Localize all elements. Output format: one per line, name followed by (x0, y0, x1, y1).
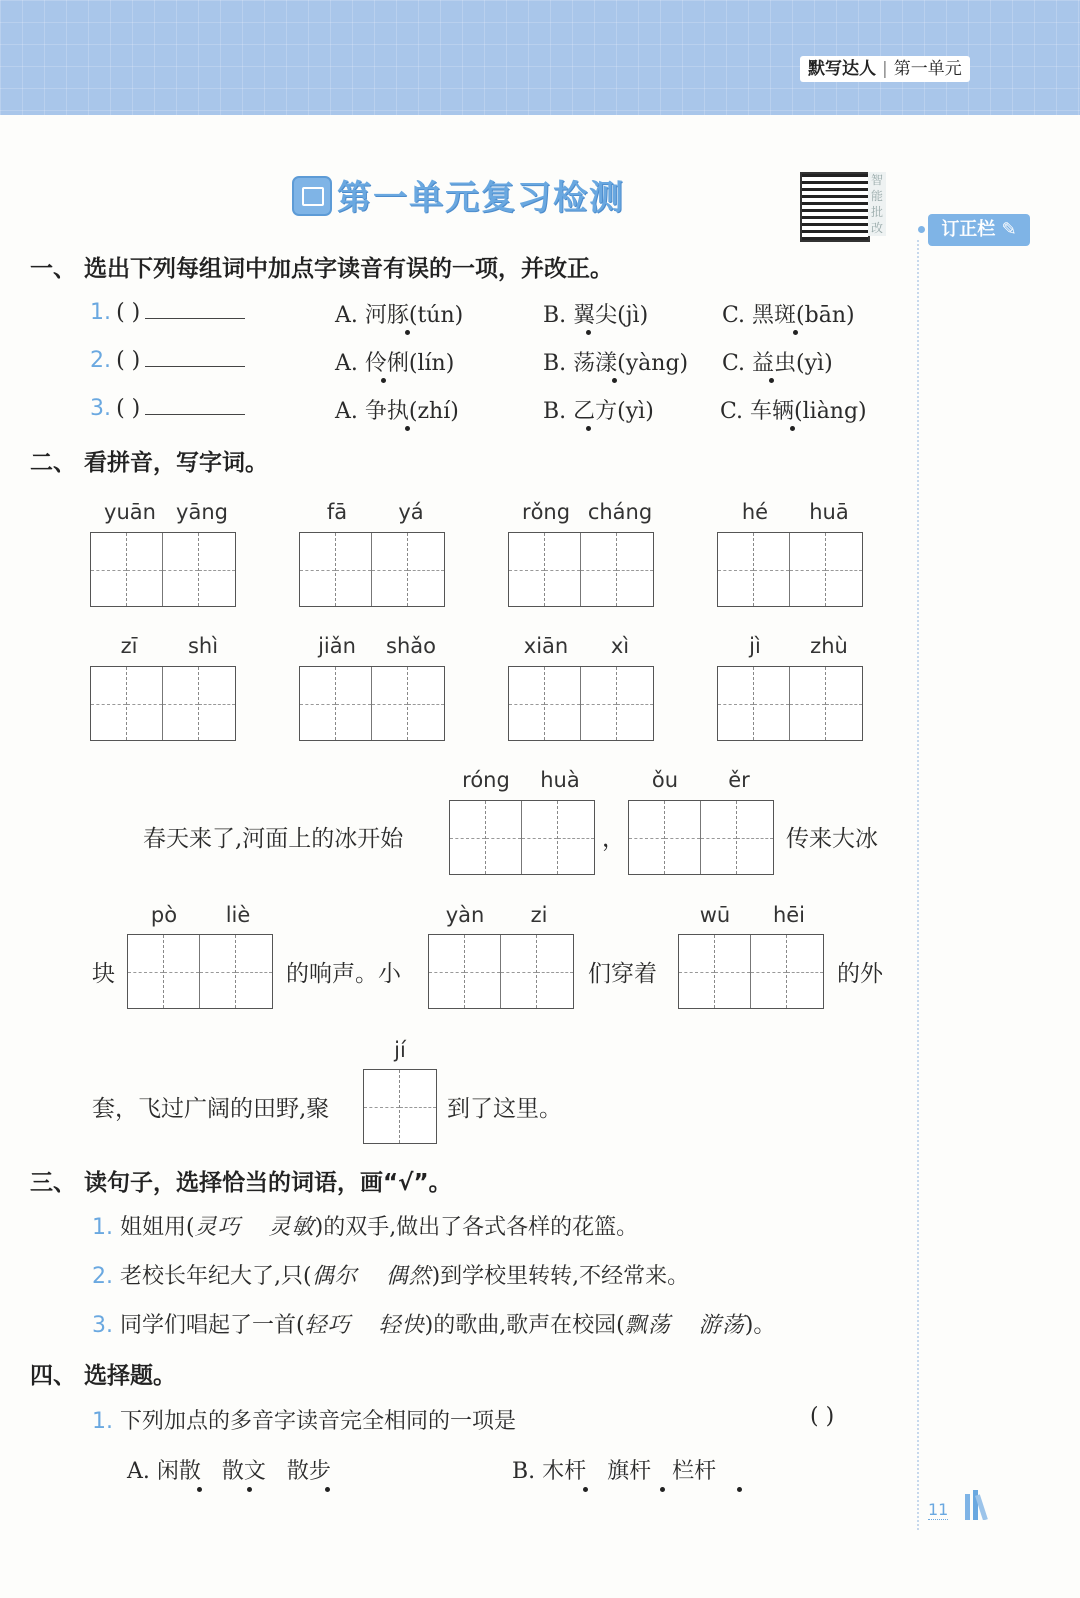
answer-blank[interactable] (145, 298, 245, 319)
title-icon (292, 176, 332, 216)
option-a: A. 争执(zhí) (335, 399, 459, 424)
pinyin: rǒng (521, 500, 571, 524)
passage-text: 春天来了,河面上的冰开始 (143, 826, 404, 852)
emphasis-dot (612, 378, 617, 383)
word-choice[interactable]: 灵敏 (268, 1215, 315, 1240)
writing-grid[interactable] (508, 666, 654, 741)
pinyin: róng (462, 768, 510, 792)
sentence-text: 同学们唱起了一首( (120, 1313, 305, 1338)
emphasis-dot (583, 1487, 588, 1492)
emphasis-dot (247, 1487, 252, 1492)
pinyin: shǎo (386, 634, 436, 658)
emphasis-dot (660, 1487, 665, 1492)
pinyin: shì (187, 634, 219, 658)
passage-text: 块 (92, 961, 115, 987)
word-choice[interactable]: 游荡 (698, 1313, 745, 1338)
option-word: 散文 (221, 1459, 266, 1484)
writing-grid[interactable] (508, 532, 654, 607)
pinyin: yuān (104, 500, 156, 524)
item-number: 2. (90, 348, 111, 373)
writing-grid[interactable] (717, 532, 863, 607)
pinyin: yá (398, 500, 424, 524)
word-choice[interactable]: 偶尔 (311, 1264, 358, 1289)
emphasis-dot (586, 426, 591, 431)
pinyin: huā (809, 500, 849, 524)
pinyin: jì (749, 634, 761, 658)
answer-paren[interactable]: ( ) (810, 1404, 835, 1429)
sentence-text: )到学校里转转,不经常来。 (431, 1264, 690, 1289)
item-number: 2. (92, 1264, 113, 1289)
emphasis-dot (737, 1487, 742, 1492)
option-word: 木杆 (542, 1459, 587, 1484)
page-title: 第一单元复习检测 (337, 178, 625, 218)
pinyin: hēi (772, 903, 806, 927)
writing-grid[interactable] (717, 666, 863, 741)
correction-column-divider (917, 240, 919, 1530)
pinyin: wū (699, 903, 731, 927)
passage-text: 们穿着 (588, 961, 657, 987)
option-label: A. (127, 1459, 150, 1484)
writing-grid[interactable] (428, 934, 574, 1009)
passage-text: 套，飞过广阔的田野,聚 (92, 1096, 330, 1122)
pinyin: hé (741, 500, 769, 524)
word-choice[interactable]: 轻巧 (304, 1313, 351, 1338)
section-1-heading: 一、 选出下列每组词中加点字读音有误的一项，并改正。 (30, 256, 614, 282)
option-b: B. 翼尖(jì) (543, 303, 649, 328)
emphasis-dot (769, 378, 774, 383)
passage-text: 的响声。小 (286, 961, 401, 987)
pinyin: zhù (810, 634, 848, 658)
page-number: 11 (928, 1500, 949, 1519)
section-1-item-1 (90, 298, 245, 325)
option-a: A. 河豚(tún) (335, 303, 464, 328)
qr-caption (868, 172, 886, 236)
pinyin: zi (530, 903, 548, 927)
answer-paren[interactable]: ( ) (116, 348, 141, 373)
item-number: 3. (92, 1313, 113, 1338)
option-a: A. 伶俐(lín) (335, 351, 455, 376)
pinyin: fā (326, 500, 348, 524)
option-c: C. 益虫(yì) (722, 351, 833, 376)
option-b: B. 荡漾(yàng) (543, 351, 689, 376)
answer-blank[interactable] (145, 346, 245, 367)
answer-paren[interactable]: ( ) (116, 396, 141, 421)
answer-paren[interactable]: ( ) (116, 300, 141, 325)
emphasis-dot (405, 426, 410, 431)
option-c: C. 车辆(liàng) (720, 399, 867, 424)
section-4-question-1 (92, 1404, 516, 1435)
emphasis-dot (197, 1487, 202, 1492)
writing-grid[interactable] (363, 1069, 437, 1144)
pinyin: ǒu (651, 768, 679, 792)
section-3-item-1 (92, 1210, 638, 1241)
option-word: 栏杆 (672, 1459, 717, 1484)
passage-text: 传来大冰 (786, 826, 878, 852)
emphasis-dot (586, 330, 591, 335)
word-choice[interactable]: 偶然 (385, 1264, 432, 1289)
qr-caption-char: 能 (870, 189, 883, 203)
option-c: C. 黑斑(bān) (722, 303, 855, 328)
sentence-text: )的双手,做出了各式各样的花篮。 (314, 1215, 639, 1240)
section-1-item-2 (90, 346, 245, 373)
section-4-heading: 四、 选择题。 (30, 1363, 177, 1389)
option-word: 闲散 (156, 1459, 201, 1484)
section-3-item-3 (92, 1308, 775, 1339)
item-number: 1. (92, 1215, 113, 1240)
sentence-text: 老校长年纪大了,只( (120, 1264, 312, 1289)
word-choice[interactable]: 轻快 (378, 1313, 425, 1338)
section-2-heading: 二、 看拼音，写字词。 (30, 450, 269, 476)
writing-grid[interactable] (90, 532, 236, 607)
qr-caption-char: 批 (870, 205, 883, 219)
writing-grid[interactable] (628, 800, 774, 875)
emphasis-dot (325, 1487, 330, 1492)
qr-caption-char: 智 (870, 173, 883, 187)
pinyin: xiān (523, 634, 569, 658)
writing-grid[interactable] (299, 532, 445, 607)
passage-comma: ， (602, 826, 625, 852)
pinyin: liè (225, 903, 251, 927)
pinyin: jiǎn (318, 634, 356, 658)
pinyin: xì (610, 634, 630, 658)
writing-grid[interactable] (90, 666, 236, 741)
sentence-text: 姐姐用( (120, 1215, 195, 1240)
pinyin: yāng (176, 500, 228, 524)
option-b: B. 乙方(yì) (543, 399, 654, 424)
passage-text: 的外 (837, 961, 883, 987)
header-book-label: 默写达人 | 第一单元 (800, 56, 970, 82)
option-word: 旗杆 (607, 1459, 652, 1484)
word-choice[interactable]: 飘荡 (624, 1313, 671, 1338)
header-book-name: 默写达人 (808, 59, 876, 79)
writing-grid[interactable] (299, 666, 445, 741)
emphasis-dot (405, 330, 410, 335)
side-dot-icon (918, 226, 925, 233)
section-3-item-2 (92, 1259, 689, 1290)
choice-option-a[interactable] (127, 1454, 331, 1485)
emphasis-dot (381, 378, 386, 383)
item-number: 1. (90, 300, 111, 325)
writing-grid[interactable] (127, 934, 273, 1009)
writing-grid[interactable] (449, 800, 595, 875)
pinyin: ěr (728, 768, 750, 792)
sentence-text: )的歌曲,歌声在校园( (424, 1313, 625, 1338)
option-word: 散步 (286, 1459, 331, 1484)
word-choice[interactable]: 灵巧 (194, 1215, 241, 1240)
pinyin: zī (120, 634, 138, 658)
item-number: 1. (92, 1409, 113, 1434)
emphasis-dot (793, 330, 798, 335)
section-3-heading: 三、 读句子，选择恰当的词语，画“√”。 (30, 1170, 452, 1196)
pinyin: jí (394, 1038, 406, 1062)
choice-option-b[interactable] (512, 1454, 716, 1485)
qr-caption-char: 改 (870, 221, 883, 235)
pinyin: pò (150, 903, 178, 927)
correction-column-label: 订正栏 (941, 219, 996, 240)
section-1-item-3 (90, 394, 245, 421)
header-unit-name: 第一单元 (893, 59, 962, 79)
passage-text: 到了这里。 (447, 1096, 562, 1122)
answer-blank[interactable] (145, 394, 245, 415)
pinyin: cháng (587, 500, 653, 524)
pinyin: huà (540, 768, 580, 792)
books-icon (965, 1490, 1001, 1520)
correction-column-tag: 订正栏 ✎ (928, 214, 1030, 246)
item-number: 3. (90, 396, 111, 421)
option-label: B. (512, 1459, 536, 1484)
question-text: 下列加点的多音字读音完全相同的一项是 (120, 1409, 517, 1434)
pinyin: yàn (445, 903, 485, 927)
qr-code-icon (800, 172, 870, 242)
writing-grid[interactable] (678, 934, 824, 1009)
sentence-text: )。 (744, 1313, 776, 1338)
emphasis-dot (790, 426, 795, 431)
